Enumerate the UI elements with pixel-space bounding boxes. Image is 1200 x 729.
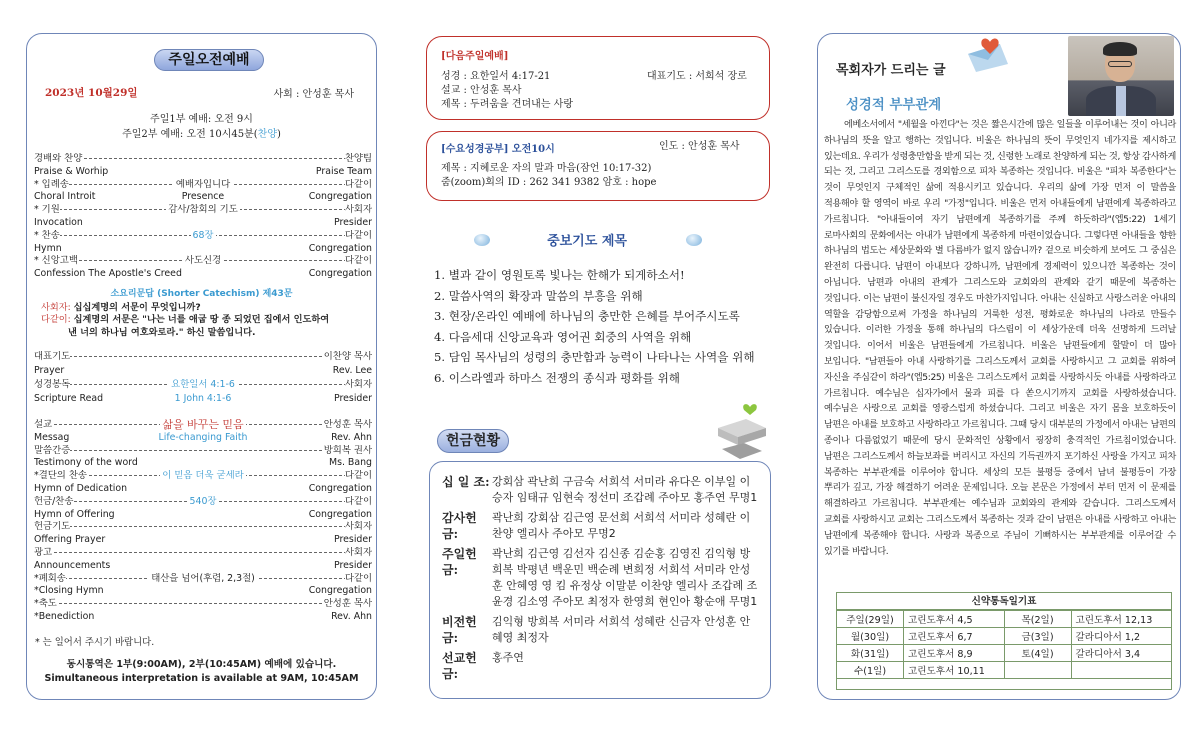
order-item-center <box>34 496 372 508</box>
reading-row <box>837 628 1172 645</box>
order-row <box>34 445 372 457</box>
order-item-content: 태산을 넘어(후렴, 2,3절) <box>151 572 255 584</box>
order-item-label: 설교 <box>34 419 53 430</box>
order-item-leader: 다같이 <box>344 229 372 241</box>
order-row <box>34 585 372 597</box>
order-item-center <box>34 191 372 203</box>
offering-names: 김익형 방희복 서미라 서희석 성혜란 신금자 안성훈 안혜영 최정자 <box>492 615 751 644</box>
order-item-label: 헌금/찬송 <box>34 495 74 507</box>
offering-title: 헌금현황 <box>437 429 509 453</box>
reading-table-title: 신약통독일기표 <box>837 593 1171 610</box>
order-item-label: Confession The Apostle's Creed <box>34 268 182 280</box>
order-item-leader: 이찬양 목사 <box>323 351 372 362</box>
order-item-label: Messag <box>34 431 70 443</box>
order-row <box>34 611 372 623</box>
reading-cell: 금(3일) <box>1004 628 1071 645</box>
offering-row <box>442 650 760 682</box>
service-time-2: 주일2부 예배: 오전 10시45분(찬양) <box>122 129 281 140</box>
dash-leader <box>34 603 372 604</box>
order-item-label: Prayer <box>34 365 65 376</box>
order-row <box>34 432 372 444</box>
pastor-letter-header: 목회자가 드리는 글 <box>836 63 946 78</box>
offering-names: 곽난희 강회삼 김근영 문선희 서희석 서미라 성혜란 이찬양 엘리사 주아모 무명2 <box>492 511 751 540</box>
reading-cell: 고린도후서 12,13 <box>1071 611 1172 628</box>
wednesday-topic: 제목 : 지혜로운 자의 말과 마음(잠언 10:17-32) <box>441 163 652 174</box>
order-item-center <box>34 379 372 391</box>
order-item-leader: 찬양팀 <box>344 153 372 164</box>
order-row <box>34 379 372 391</box>
order-item-label: 광고 <box>34 547 53 558</box>
next-sunday-box <box>426 36 770 120</box>
wednesday-leader: 인도 : 안성훈 목사 <box>659 141 740 152</box>
reading-table-frame <box>836 592 1172 690</box>
offering-type: 십 일 조: <box>442 475 490 489</box>
order-item-leader: 사회자 <box>344 204 372 216</box>
reading-cell: 화(31일) <box>837 645 904 662</box>
order-item-content: 540장 <box>189 495 217 507</box>
order-item-content: 68장 <box>192 229 214 241</box>
order-item-content: 1 John 4:1-6 <box>174 393 232 404</box>
order-item-label: 헌금기도 <box>34 521 71 533</box>
offering-type: 선교헌금: <box>442 651 477 681</box>
order-row <box>34 351 372 363</box>
zoom-info: 줌(zoom)회의 ID : 262 341 9382 암호 : hope <box>441 177 657 188</box>
interpretation-english: Simultaneous interpretation is available at 9AM, 10:45AM <box>44 673 359 684</box>
offering-type: 주일헌금: <box>442 547 477 577</box>
service-date: 2023년 10월29일 <box>45 87 138 99</box>
order-item-label: Choral Introit <box>34 191 96 203</box>
reading-cell: 수(1일) <box>837 662 904 679</box>
offering-names: 곽난희 김근영 김선자 김신종 김순홍 김영진 김익형 방희복 박평년 백운민 백순례 변희정 서희석 서미라 안성훈 안혜영 영 킴 유정상 이말분 이찬양 엘리사 조갑례 조윤경 김소영 주아모 최정자 한영희 현인아 황순애 무명1 <box>492 547 758 608</box>
order-row <box>34 365 372 377</box>
order-item-leader: 안성훈 목사 <box>323 419 372 430</box>
order-item-label: Invocation <box>34 217 83 228</box>
prayer-item: 5. 담임 목사님의 성령의 충만함과 능력이 나타나는 사역을 위해 <box>434 350 755 365</box>
order-item-leader: 다같이 <box>344 470 372 482</box>
order-item-label: Testimony of the word <box>34 457 138 469</box>
offering-list <box>442 474 760 686</box>
offering-names: 강회삼 곽난희 구금숙 서희석 서미라 유다은 이부일 이승자 임태규 임현숙 정선미 조갑례 주아모 홍주연 무명1 <box>492 475 758 504</box>
order-item-leader: Praise Team <box>315 165 372 177</box>
prayer-item: 1. 별과 같이 영원토록 빛나는 한해가 되게하소서! <box>434 268 685 282</box>
order-item-leader: Congregation <box>308 508 372 520</box>
pastor-letter-panel <box>817 33 1181 700</box>
order-row <box>34 153 372 165</box>
offering-type: 감사헌금: <box>442 511 477 541</box>
reading-row <box>837 645 1172 662</box>
wednesday-study-box <box>426 131 770 201</box>
order-item-label: * 기원 <box>34 204 60 216</box>
order-item-leader: Rev. Ahn <box>331 431 372 443</box>
order-item-leader: Presider <box>334 217 372 228</box>
order-item-leader: Presider <box>334 393 372 404</box>
standing-note: * 는 일어서 주시기 바랍니다. <box>35 637 155 648</box>
order-row <box>34 217 372 229</box>
order-item-leader: Congregation <box>308 483 372 494</box>
offering-type: 비전헌금: <box>442 615 477 645</box>
offering-names: 홍주연 <box>492 651 524 664</box>
order-item-content: 삶을 바꾸는 믿음 <box>162 419 244 431</box>
catechism-title: 소요리문답 (Shorter Catechism) 제43문 <box>110 289 293 299</box>
service-time-1: 주일1부 예배: 오전 9시 <box>150 114 253 125</box>
prayer-list <box>434 265 755 389</box>
order-item-leader: Ms. Bang <box>328 457 372 469</box>
order-item-label: Praise & Worhip <box>34 165 109 177</box>
order-item-leader: 다같이 <box>344 495 372 507</box>
order-item-center <box>34 432 372 444</box>
order-item-label: Offering Prayer <box>34 534 106 546</box>
order-row <box>34 179 372 191</box>
worship-order-panel <box>26 33 377 700</box>
dash-leader <box>34 526 372 527</box>
order-item-leader: 사회자 <box>344 521 372 533</box>
order-row <box>34 573 372 585</box>
reading-cell: 주일(29일) <box>837 611 904 628</box>
order-row <box>34 483 372 495</box>
next-preacher: 설교 : 안성훈 목사 <box>441 85 522 96</box>
pastor-photo <box>1068 36 1174 116</box>
order-item-center <box>34 393 372 405</box>
order-item-label: 말씀간증 <box>34 444 71 456</box>
offering-row <box>442 510 760 542</box>
order-row <box>34 393 372 405</box>
order-item-label: *축도 <box>34 598 57 610</box>
reading-cell: 목(2일) <box>1004 611 1071 628</box>
order-item-content: Presence <box>181 191 225 203</box>
order-row <box>34 204 372 216</box>
order-item-label: * 찬송 <box>34 229 60 241</box>
order-row <box>34 534 372 546</box>
order-item-leader: Presider <box>334 559 372 571</box>
catechism-answer: 다같이: 십계명의 서문은 "나는 너를 애굽 땅 종 되었던 집에서 인도하여 낸 너의 하나님 여호와로라." 하신 말씀입니다. <box>41 314 330 338</box>
order-item-content: Life-changing Faith <box>158 431 248 443</box>
order-item-leader: 안성훈 목사 <box>323 598 372 610</box>
order-item-center <box>34 419 372 431</box>
order-row <box>34 191 372 203</box>
order-item-label: 대표기도 <box>34 351 71 362</box>
interpretation-korean: 동시통역은 1부(9:00AM), 2부(10:45AM) 예배에 있습니다. <box>66 659 337 670</box>
order-row <box>34 268 372 280</box>
order-item-leader: 다같이 <box>344 572 372 584</box>
order-item-label: Scripture Read <box>34 393 104 404</box>
order-item-leader: Rev. Ahn <box>331 611 372 622</box>
order-item-leader: Congregation <box>308 585 372 597</box>
offering-box <box>429 461 771 699</box>
next-sunday-title: [다음주일예배] <box>441 51 509 62</box>
order-item-center <box>34 230 372 242</box>
order-item-content: 요한일서 4:1-6 <box>171 379 235 390</box>
catechism-question: 사회자: 십십계명의 서문이 무엇입니까? <box>41 302 201 313</box>
order-row <box>34 457 372 469</box>
order-item-leader: 다같이 <box>344 255 372 267</box>
order-item-label: 성경봉독 <box>34 379 71 390</box>
order-row <box>34 166 372 178</box>
order-item-label: *Benediction <box>34 611 95 622</box>
reading-table <box>836 610 1172 679</box>
order-row <box>34 243 372 255</box>
order-item-leader: Congregation <box>308 268 372 280</box>
prayer-item: 2. 말씀사역의 확장과 말씀의 부흥을 위해 <box>434 288 643 303</box>
order-row <box>34 547 372 559</box>
order-item-content: 이 믿음 더욱 굳세라 <box>162 470 244 482</box>
order-row <box>34 419 372 431</box>
prayer-item: 6. 이스라엘과 하마스 전쟁의 종식과 평화를 위해 <box>434 370 680 385</box>
dash-leader <box>34 450 372 451</box>
order-item-content: 예배자입니다 <box>175 178 231 190</box>
offering-row <box>442 474 760 506</box>
reading-cell: 고린도후서 6,7 <box>904 628 1005 645</box>
offering-row <box>442 614 760 646</box>
worship-title: 주일오전예배 <box>154 49 264 71</box>
order-row <box>34 230 372 242</box>
order-item-label: *Closing Hymn <box>34 585 104 597</box>
order-item-leader: Presider <box>334 534 372 546</box>
reading-row <box>837 611 1172 628</box>
prayer-item: 4. 다음세대 신앙교육과 영어권 회중의 사역을 위해 <box>434 329 692 344</box>
order-item-label: Hymn of Offering <box>34 508 115 520</box>
order-item-label: * 신앙고백 <box>34 255 78 267</box>
reading-row <box>837 662 1172 679</box>
reading-cell <box>1071 662 1172 679</box>
order-item-leader: 다같이 <box>344 178 372 190</box>
prayer-item: 3. 현장/온라인 예배에 하나님의 충만한 은혜를 부어주시도록 <box>434 309 740 324</box>
offering-row <box>442 546 760 610</box>
order-item-label: *결단의 찬송 <box>34 470 87 482</box>
order-item-center <box>34 255 372 267</box>
presider: 사회 : 안성훈 목사 <box>273 89 354 100</box>
order-item-center <box>34 573 372 585</box>
order-row <box>34 521 372 533</box>
order-item-label: * 입례송 <box>34 178 69 190</box>
order-item-leader: Rev. Lee <box>332 365 372 376</box>
next-scripture: 성경 : 요한일서 4:17-21 <box>441 71 551 82</box>
order-row <box>34 496 372 508</box>
order-item-center <box>34 470 372 482</box>
order-row <box>34 598 372 610</box>
next-sermon-title: 제목 : 두려움을 견뎌내는 사랑 <box>441 99 574 110</box>
order-item-center <box>34 204 372 216</box>
order-row <box>34 470 372 482</box>
order-item-content: 사도신경 <box>184 255 222 267</box>
order-item-leader: Congregation <box>308 191 372 203</box>
order-item-leader: 사회자 <box>344 547 372 558</box>
order-item-label: Announcements <box>34 559 111 571</box>
reading-cell: 갈라디아서 1,2 <box>1071 628 1172 645</box>
heart-envelope-icon <box>966 36 1010 74</box>
order-item-label: 경배와 찬양 <box>34 153 83 164</box>
order-row <box>34 509 372 521</box>
reading-cell: 월(30일) <box>837 628 904 645</box>
order-item-center <box>34 179 372 191</box>
prayer-title: 중보기도 제목 <box>547 234 627 249</box>
next-prayer: 대표기도 : 서희석 장로 <box>647 71 747 82</box>
reading-cell: 고린도후서 4,5 <box>904 611 1005 628</box>
letter-subtitle: 성경적 부부관계 <box>846 98 942 113</box>
order-item-leader: Congregation <box>308 242 372 254</box>
wednesday-title: [수요성경공부] 오전10시 <box>441 144 555 155</box>
dash-leader <box>34 356 372 357</box>
order-item-leader: 방희복 권사 <box>323 444 372 456</box>
order-row <box>34 255 372 267</box>
heart-card-icon <box>716 401 772 461</box>
order-item-label: Hymn of Dedication <box>34 483 128 494</box>
reading-cell: 토(4일) <box>1004 645 1071 662</box>
reading-cell: 고린도후서 8,9 <box>904 645 1005 662</box>
order-item-leader: 사회자 <box>344 379 372 390</box>
reading-cell <box>1004 662 1071 679</box>
letter-body: 에베소서에서 "세월을 아낀다"는 것은 짧은시간에 많은 일들을 이루어내는 것이 아니라 하나님의 뜻을 알고 행하는 것입니다. 비울은 하나님의 뜻이 무엇인지 네가지를 제시하고 있는데요. 우리가 성령충만함을 받게 되는 것, 신령한 노래로 찬양하게 되는 것, 항상 감사하게 되는 것, 그리고 그리스도를 경외함으로 피차 복종하는 것입니다. 비울은 "피차 복종한다"는 것이 무엇인지 구체적인 삶에 적용시키고 있습니다. 우리의 삶에 가장 먼저 이 말씀을 적용해야 할 영역이 바로 우리 "가정"입니다. 비울은 먼저 아내들에게 남편에게 복종하라고 가르칩니다. "아내들이여 자기 남편에게 복종하기를 주께 하듯하라"(엡5:22) 1세기 로마사회의 문화에서는 아내가 남편에게 복종하게 마련이었습니다. 그렇다면 아내들을 향한 하나님의 법도는 세상문화와 별 다름바가 없지 않습니까? 겉으로 비슷하게 보여도 그 중심은 완전히 다릅니다. 남편이 아내보다 강하니까, 남편에게 경제력이 있으니깐 복종하는 것이 아닙니다. 남편과 아내의 관계가 그리스도와 교회와의 관계와 같기 때문에 복종하는 것입니다. 이는 남편이 불신자일 경우도 마찬가지입니다. 아내는 신실하고 사랑스러운 아내의 역할을 감당함으로써 가정을 하나님의 거룩한 성전, 평화로운 하나님의 나라로 만들수 있습니다. 이러한 가정을 통해 하나님의 다스림이 이 세상가운데 더욱 선명하게 드러날 것입니다. 이어서 비울은 남편들에게 가르칩니다. 비울은 남편들에게 할말이 더 많아 보입니다. "남편들아 아내 사랑하기를 그리스도께서 교회를 사랑하시고 그 교회를 위하여 자신을 주심같이 하라"(엡5:25) 비울은 그리스도께서 교회를 사랑하시듯 아내를 사랑하라고 가르칩니다. 예수님은 십자가에서 물과 피를 다 쏟으시기까지 교회를 사랑하셨습니다. 예수님은 사랑으로 교회를 영광스럽게 하셨습니다. 그리고 비울은 자기 몸을 보호하듯이 남편은 아내를 보호하고 사랑하라고 가르칩니다. 그때 당시 대부분의 가정에서 아내는 남편의 종이나 다름없었기 때문에 당시 문화적인 상황에서 굉장히 충격적인 가르침이었습니다. 남편은 그리스도께서 하늘보좌를 버리시고 자신의 기득권까지 포기하신 사랑을 가지고 피차 복종하는 부부관계를 이루어야 합니다. 세상의 모든 불평등 중에서 남녀 불평등이 가장 뿌리가 깊고, 가장 해결하기 어려운 문제입니다. 오늘 본문은 가정에서 부터 먼저 이 문제를 해결하라고 가르칩니다. 부부관계는 예수님과 교회와의 관계와 같습니다. 그리스도께서 교회를 사랑하시고 교회는 그리스도께서 복종하는 것과 같이 남편은 아내를 사랑하고 아내는 남편에게 복종해야 합니다. 사랑과 복종으로 주님이 기뻐하시는 부부관계를 이루어갈 수 있기를 바랍니다. <box>824 120 1176 557</box>
dash-leader <box>34 552 372 553</box>
order-item-label: *폐회송 <box>34 572 66 584</box>
reading-cell: 고린도후서 10,11 <box>904 662 1005 679</box>
dash-leader <box>34 158 372 159</box>
order-item-label: Hymn <box>34 242 62 254</box>
reading-cell: 갈라디아서 3,4 <box>1071 645 1172 662</box>
order-row <box>34 560 372 572</box>
order-item-content: 감사/참회의 기도 <box>168 204 238 216</box>
